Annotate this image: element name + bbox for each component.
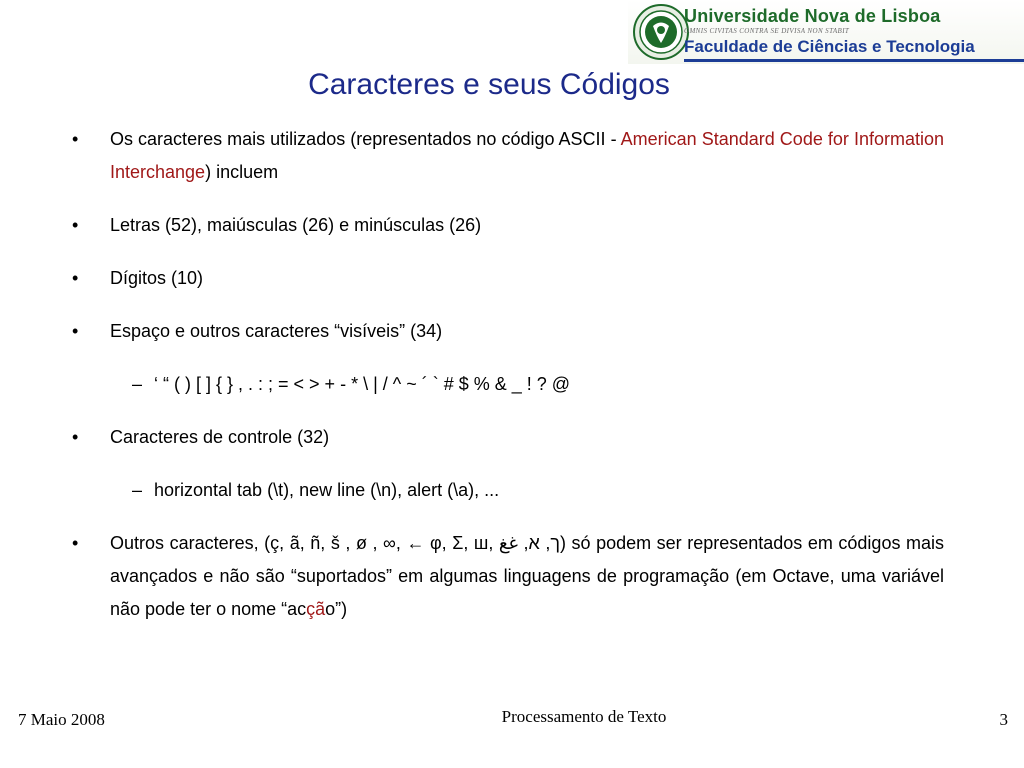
logo-faculty-name: Faculdade de Ciências e Tecnologia xyxy=(684,37,975,56)
footer-date: 7 Maio 2008 xyxy=(18,710,105,729)
bullet-text: Dígitos (10) xyxy=(110,268,204,288)
bullet-marker: • xyxy=(72,215,79,235)
bullet-text: Espaço e outros caracteres “visíveis” (34) xyxy=(110,321,443,341)
sub-bullet-escapes xyxy=(70,474,944,507)
logo-underline xyxy=(684,59,1024,62)
slide-number: 3 xyxy=(999,710,1008,729)
bullet-text: Os caracteres mais utilizados (representados no código ASCII - xyxy=(110,129,621,149)
bullet-letters xyxy=(70,209,944,242)
logo-motto: OMNIS CIVITAS CONTRA SE DIVISA NON STABIT xyxy=(684,27,850,35)
bullet-marker: • xyxy=(72,268,79,288)
bullet-text: Caracteres de controle (32) xyxy=(110,427,330,447)
logo-university-name: Universidade Nova de Lisboa xyxy=(684,6,941,26)
bullet-visible-chars xyxy=(70,315,944,348)
university-seal-icon xyxy=(632,3,690,61)
bullet-text-end: o”) xyxy=(325,599,348,619)
bullet-marker: • xyxy=(72,533,79,553)
sub-bullet-text: ‘ “ ( ) [ ] { } , . : ; = < > + - * \ | / ^ ~ ´ ` # $ % & _ ! ? @ xyxy=(154,374,571,394)
footer-title: Processamento de Texto xyxy=(501,707,667,726)
bullet-ascii xyxy=(70,123,944,189)
dash-marker: – xyxy=(132,374,143,394)
university-logo xyxy=(628,0,1024,64)
highlighted-chars: çã xyxy=(306,599,326,619)
bullet-marker: • xyxy=(72,129,79,149)
ascii-expansion: American Standard Code for Information Interchange xyxy=(110,129,944,182)
bullet-control-chars xyxy=(70,421,944,454)
slide-title: Caracteres e seus Códigos xyxy=(308,68,670,101)
bullet-marker: • xyxy=(72,427,79,447)
sub-bullet-symbols xyxy=(70,368,944,401)
bullet-text: Outros caracteres, (ç, ã, ñ, š , ø , ∞, ← φ, Σ, ш, ך, א, غغ) só podem ser representados em códigos mais avançados e não são “suportados” em algumas linguagens de programação (em Octave, uma variável não pode ter o nome “ac xyxy=(110,533,945,619)
slide-body xyxy=(70,123,944,626)
bullet-other-chars xyxy=(70,527,944,626)
dash-marker: – xyxy=(132,480,143,500)
bullet-marker: • xyxy=(72,321,79,341)
bullet-text-end: ) incluem xyxy=(205,162,279,182)
bullet-text: Letras (52), maiúsculas (26) e minúsculas (26) xyxy=(110,215,482,235)
bullet-digits xyxy=(70,262,944,295)
sub-bullet-text: horizontal tab (\t), new line (\n), alert (\a), ... xyxy=(154,480,500,500)
